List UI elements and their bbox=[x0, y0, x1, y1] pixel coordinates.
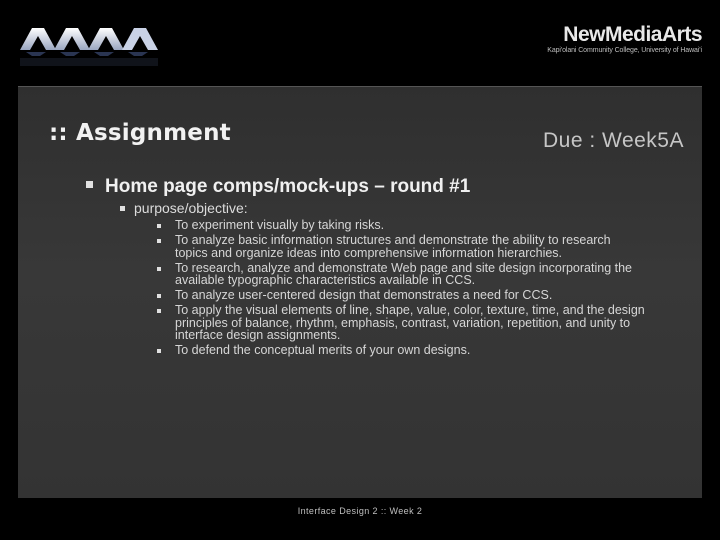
objective-item: To research, analyze and demonstrate Web page and site design incorporating the available typographic characteristics available in CCS. bbox=[155, 262, 645, 287]
bullet-level1-text: Home page comps/mock-ups – round #1 bbox=[105, 176, 471, 197]
brand-logo bbox=[547, 24, 702, 54]
square-bullet-icon bbox=[157, 309, 161, 313]
nma-logo-icon bbox=[18, 22, 160, 72]
objectives-list bbox=[155, 219, 645, 359]
due-label: Due : Week5A bbox=[542, 129, 684, 152]
brand-name: NewMediaArts bbox=[563, 23, 702, 46]
objective-item: To apply the visual elements of line, shape, value, color, texture, time, and the design principles of balance, rhythm, emphasis, contrast, variation, repetition, and unity to interface design assignments. bbox=[155, 304, 645, 342]
objective-item: To defend the conceptual merits of your own designs. bbox=[155, 344, 645, 357]
slide-footer: Interface Design 2 :: Week 2 bbox=[297, 506, 423, 516]
brand-subtitle: Kapi'olani Community College, University of Hawai'i bbox=[547, 47, 702, 54]
square-bullet-icon bbox=[157, 267, 161, 271]
square-bullet-icon bbox=[157, 349, 161, 353]
bullet-level2-text: purpose/objective: bbox=[134, 200, 248, 216]
square-bullet-icon bbox=[157, 294, 161, 298]
square-bullet-icon bbox=[157, 224, 161, 228]
objective-item: To experiment visually by taking risks. bbox=[155, 219, 645, 232]
objective-item: To analyze basic information structures and demonstrate the ability to research topics and organize ideas into comprehensive information hierarchies. bbox=[155, 234, 645, 259]
objective-item: To analyze user-centered design that demonstrates a need for CCS. bbox=[155, 289, 645, 302]
square-bullet-icon bbox=[86, 181, 93, 188]
square-bullet-icon bbox=[120, 206, 125, 211]
square-bullet-icon bbox=[157, 239, 161, 243]
bullet-level1 bbox=[86, 176, 470, 198]
slide-title: :: Assignment bbox=[49, 120, 231, 146]
bullet-level2 bbox=[120, 200, 248, 216]
